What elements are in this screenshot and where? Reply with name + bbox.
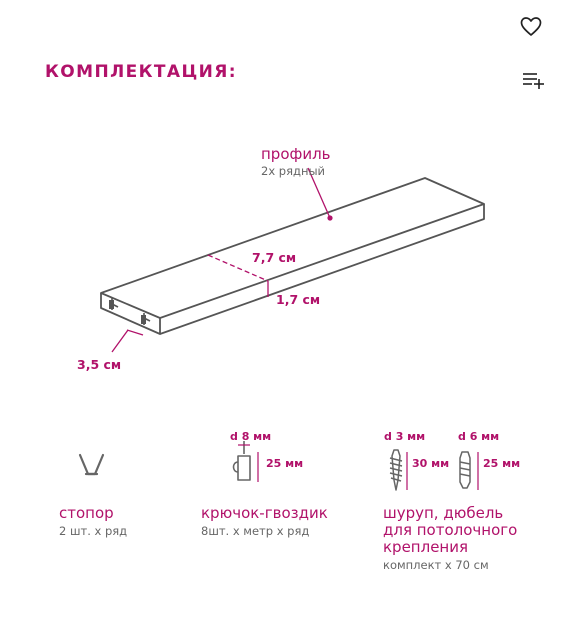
item-hook-details: 8шт. х метр х ряд (201, 524, 310, 538)
item-screw-details: комплект х 70 см (383, 558, 489, 572)
gap-dim-label: 3,5 см (77, 357, 122, 372)
stopper-icon (80, 455, 103, 474)
screw-icon (390, 450, 402, 490)
item-screw-name-line2: для потолочного (383, 521, 518, 539)
width-dim-label: 7,7 см (252, 250, 297, 265)
dowel-icon (460, 452, 470, 488)
dowel-dim-len: 25 мм (483, 457, 521, 470)
profile-label: профиль (261, 145, 331, 163)
dowel-dim-d: d 6 мм (458, 430, 500, 443)
profile-sublabel: 2х рядный (261, 164, 326, 178)
item-stopper-details: 2 шт. х ряд (59, 524, 128, 538)
hook-nail-icon (234, 441, 251, 480)
hook-dim-len: 25 мм (266, 457, 304, 470)
height-dim-label: 1,7 см (276, 292, 321, 307)
item-screw-name-line3: крепления (383, 538, 469, 556)
item-screw-name-line1: шуруп, дюбель (383, 504, 504, 522)
item-hook-name: крючок-гвоздик (201, 504, 328, 522)
hook-dim-d: d 8 мм (230, 430, 272, 443)
screw-dim-d: d 3 мм (384, 430, 426, 443)
item-stopper-name: стопор (59, 504, 114, 522)
screw-dim-len: 30 мм (412, 457, 450, 470)
page-title: КОМПЛЕКТАЦИЯ: (45, 62, 237, 82)
